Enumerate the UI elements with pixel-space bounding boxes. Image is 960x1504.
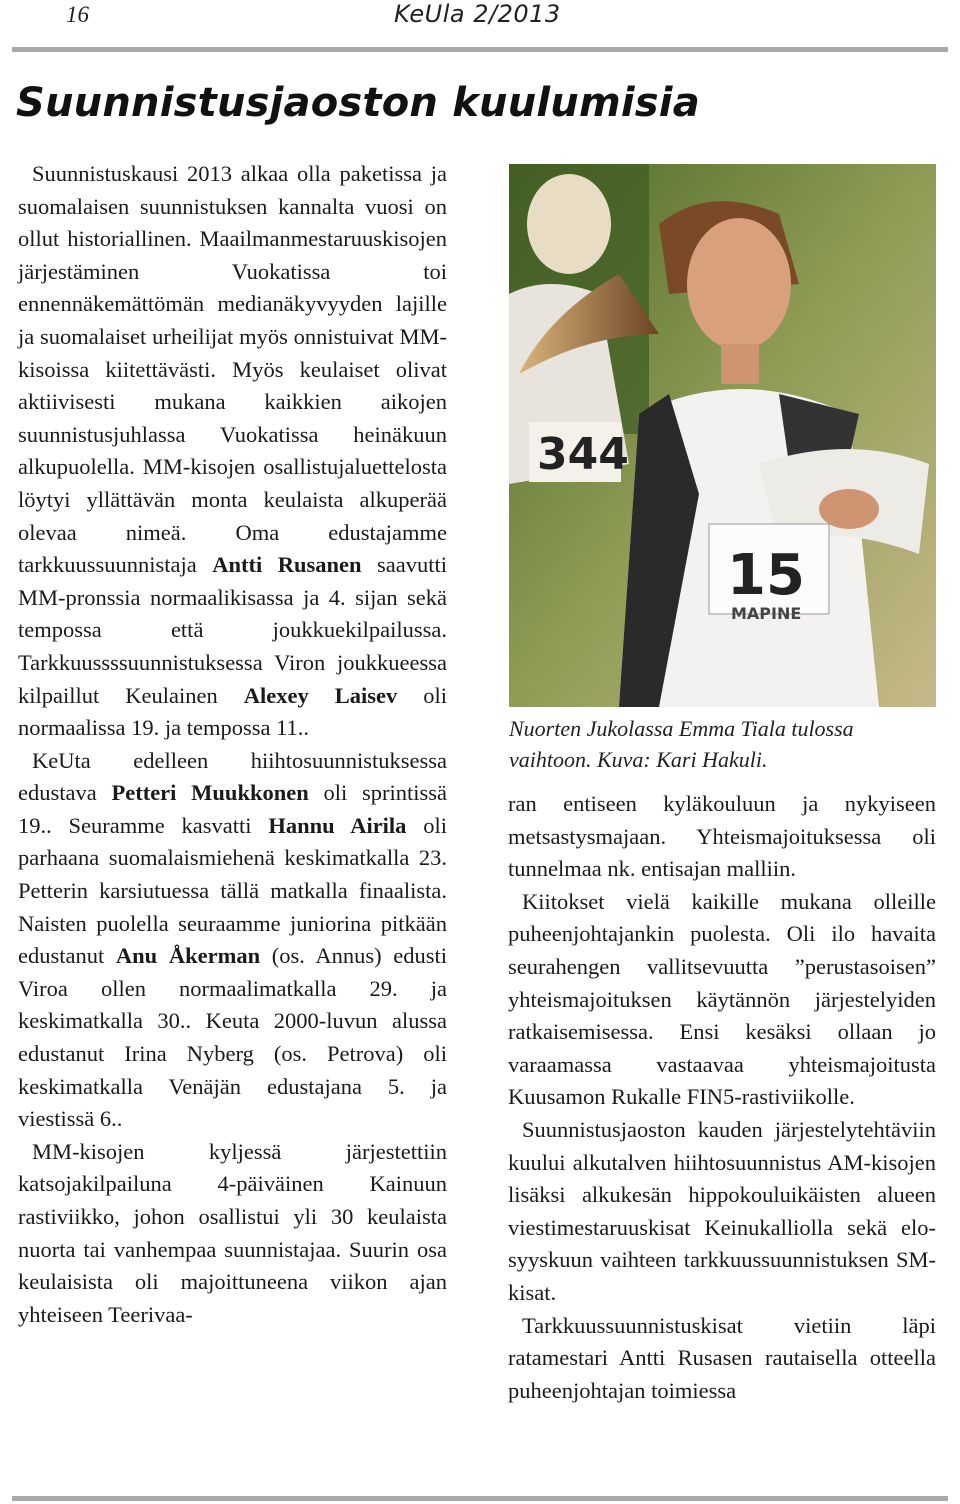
text-run: Suunnistuskausi 2013 alkaa olla paketissa ja suomalaisen suunnistuksen kannalta vuosi on ollut historiallinen. Maailmanmestaruuskisojen järjestäminen Vuokatissa toi ennennäkemättömän medianäkyvyyden lajille ja suomalaiset urheilijat myös onnistuivat MM-kisoissa kiitettävästi. Myös keulaiset olivat aktiivisesti mukana kaikkien aikojen suunnistusjuhlassa Vuokatissa heinäkuun alkupuolella. MM-kisojen osallistujaluettelosta löytyi yllättävän monta keulaista alkuperää olevaa nimeä. Oma edustajamme tarkkuussuunnistaja [18, 161, 447, 578]
person-name: Anu Åkerman [115, 943, 261, 969]
article-photo [509, 164, 936, 707]
background-bib-number: 344 [537, 429, 629, 480]
runner-bib-number: 15 [727, 543, 805, 608]
paragraph: ran entiseen kyläkouluun ja nykyiseen metsastysmajaan. Yhteismajoituksessa oli tunnelmaa nk. entisajan malliin. [508, 791, 936, 882]
text-run: oli normaalissa 19. ja tempossa 11.. [18, 682, 447, 741]
text-run: saavutti MM-pronssia normaalikisassa ja 4. sijan sekä tempossa että joukkuekilpailussa. Tarkkuussssuunnistuksessa Viron joukkueessa kilpaillut Keulainen [18, 552, 447, 708]
article-title: Suunnistusjaoston kuulumisia [16, 80, 700, 126]
bottom-rule [12, 1496, 948, 1501]
page-number: 16 [66, 2, 89, 27]
text-run: oli parhaana suomalaismiehenä keskimatkalla 23. Petterin karsiutuessa tällä matkalla finaalista. Naisten puolella seuraamme juniorina pitkään edustanut [18, 812, 447, 969]
page-header [0, 0, 960, 50]
runner-neck [721, 344, 759, 384]
paragraph: Kiitokset vielä kaikille mukana olleille puheenjohtajankin puolesta. Oli ilo havaita seurahengen vallitsevuutta ”perustasoisen” yhteismajoituksen käytännön järjestelyiden ratkaisemisessa. Ensi kesäksi ollaan jo varaamassa vastaavaa yhteismajoitusta Kuusamon Rukalle FIN5-rastiviikolle. [508, 888, 936, 1110]
paragraph: MM-kisojen kyljessä järjestettiin katsojakilpailuna 4-päiväinen Kainuun rastiviikko, johon osallistui yli 30 keulaista nuorta tai vanhempaa suunnistajaa. Suurin osa keulaisista oli majoittuneena viikon ajan yhteiseen Teerivaa- [18, 1138, 447, 1327]
runner-face [687, 218, 791, 350]
bib-sponsor: MAPINE [731, 604, 802, 623]
background-child-head [527, 174, 611, 274]
person-name: Antti Rusanen [212, 552, 362, 578]
text-run: (os. Annus) edusti Viroa ollen normaalimatkalla 29. ja keskimatkalla 30.. Keuta 2000-luvun alussa edustanut Irina Nyberg (os. Petrova) oli keskimatkalla Venäjän edustajana 5. ja viestissä 6.. [18, 943, 447, 1132]
left-column [18, 158, 447, 1331]
runner-hand [819, 489, 879, 529]
text-run: oli sprintissä 19.. Seuramme kasvatti [18, 780, 447, 838]
paragraph: Tarkkuussuunnistuskisat vietiin läpi ratamestari Antti Rusasen rautaisella otteella puheenjohtajan toimiessa [508, 1312, 936, 1403]
person-name: Hannu Airila [268, 812, 407, 838]
person-name: Alexey Laisev [243, 682, 398, 708]
person-name: Petteri Muukkonen [111, 780, 309, 806]
top-rule [12, 47, 948, 52]
paragraph [18, 158, 447, 745]
text-run: KeUta edelleen hiihtosuunnistuksessa edustava [18, 747, 447, 806]
paragraph [18, 745, 447, 1136]
paragraph: Suunnistusjaoston kauden järjestelytehtäviin kuului alkutalven hiihtosuunnistus AM-kisojen lisäksi alkukesän hippokouluikäisten alueen viestimestaruuskisat Keinukalliolla sekä elo-syyskuun vaihteen tarkkuussuunnistuksen SM-kisat. [508, 1116, 936, 1305]
issue-label: KeUla 2/2013 [394, 0, 561, 28]
photo-caption: Nuorten Jukolassa Emma Tiala tulossa vaihtoon. Kuva: Kari Hakuli. [509, 716, 854, 772]
right-column [508, 788, 936, 1407]
runner-photo-illustration [509, 164, 936, 707]
